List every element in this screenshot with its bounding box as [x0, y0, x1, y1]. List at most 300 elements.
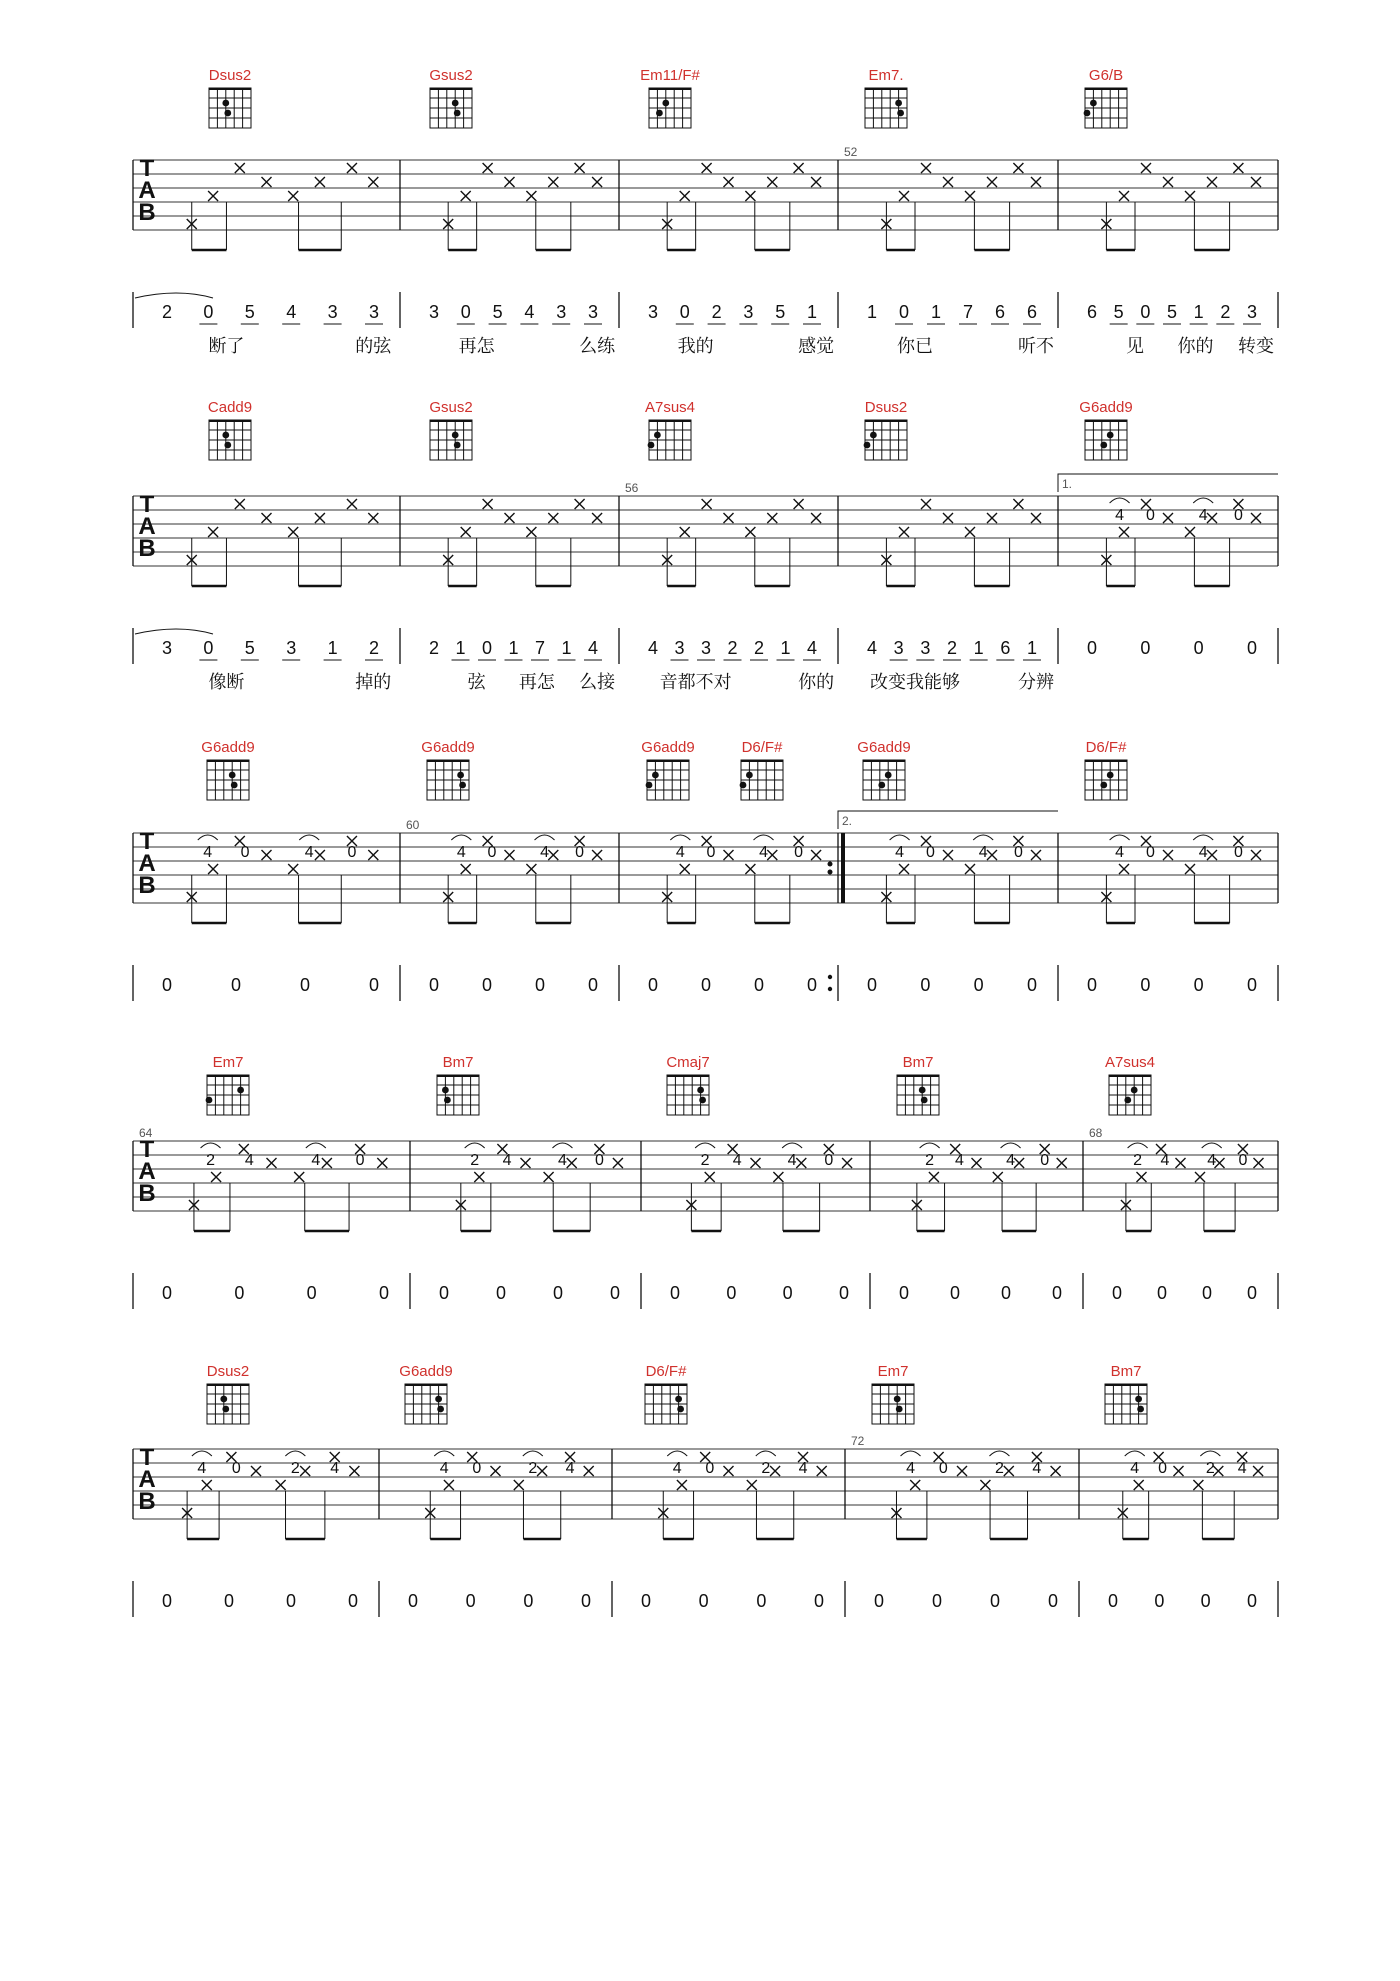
tab-note-x	[1176, 1158, 1186, 1168]
tab-fret-number: 4	[906, 1460, 915, 1477]
finger-dot	[864, 442, 871, 449]
chord-name: Em7	[212, 1054, 244, 1071]
tab-note-x	[548, 850, 558, 860]
tie-arc	[1110, 835, 1130, 840]
tie-arc	[782, 1143, 802, 1148]
finger-dot	[206, 1097, 213, 1104]
measure-number: 52	[844, 145, 858, 159]
chord-diagram	[437, 1054, 479, 1115]
jianpu-note: 4	[587, 638, 599, 658]
jianpu-note: 0	[1026, 975, 1038, 995]
tab-clef-letter: A	[138, 850, 156, 877]
tie-arc	[306, 1143, 326, 1148]
jianpu-note: 0	[838, 1283, 850, 1303]
tab-note-x	[767, 513, 777, 523]
chord-name: Bm7	[902, 1054, 934, 1071]
tab-fret-number: 0	[575, 844, 585, 861]
finger-dot	[442, 1087, 449, 1094]
tab-note-x	[505, 177, 515, 187]
measure-number: 68	[1089, 1126, 1103, 1140]
chord-name: G6add9	[1079, 399, 1133, 416]
tab-fret-number: 4	[197, 1460, 207, 1477]
tab-note-x	[276, 1480, 286, 1490]
tie-arc	[989, 1451, 1009, 1456]
finger-dot	[885, 772, 892, 779]
tie-arc	[667, 1451, 687, 1456]
jianpu-note: 0	[782, 1283, 793, 1303]
tab-note-x	[1134, 1480, 1144, 1490]
tie-arc	[1193, 835, 1213, 840]
tab-note-x	[315, 177, 325, 187]
jianpu-note: 0	[1246, 638, 1258, 658]
finger-dot	[654, 432, 661, 439]
chord-diagram	[1105, 1363, 1147, 1424]
tie-arc	[1110, 498, 1130, 503]
tab-fret-number: 4	[203, 844, 213, 861]
lyric-text: 弦	[467, 672, 486, 693]
chord-diagram	[640, 67, 700, 128]
tab-note-x	[943, 513, 953, 523]
finger-dot	[231, 782, 238, 789]
jianpu-note: 2	[753, 638, 765, 658]
finger-dot	[675, 1396, 682, 1403]
chord-diagram	[1105, 1054, 1155, 1115]
tab-fret-number: 0	[594, 1152, 604, 1169]
tab-clef-letter: B	[138, 872, 156, 899]
jianpu-note: 0	[407, 1591, 419, 1611]
tab-note-x	[1014, 1158, 1024, 1168]
tie-arc	[670, 835, 690, 840]
jianpu-note: 0	[1246, 1283, 1258, 1303]
chord-diagram	[208, 399, 252, 460]
tab-note-x	[526, 864, 536, 874]
tab-clef-letter: A	[138, 513, 156, 540]
jianpu-note: 0	[161, 1591, 173, 1611]
tab-note-x	[1137, 1172, 1147, 1182]
chord-name: G6add9	[857, 739, 911, 756]
finger-dot	[919, 1087, 926, 1094]
jianpu-note: 3	[161, 638, 173, 658]
tab-fret-number: 0	[231, 1460, 241, 1477]
tab-fret-number: 4	[1198, 507, 1208, 524]
jianpu-note: 0	[234, 1283, 245, 1303]
chord-name: Bm7	[1110, 1363, 1142, 1380]
tab-note-x	[811, 177, 821, 187]
tab-note-x	[1185, 864, 1195, 874]
volta-label: 1.	[1062, 477, 1073, 491]
jianpu-note: 0	[669, 1283, 681, 1303]
tab-note-x	[1031, 850, 1041, 860]
tab-note-x	[773, 1172, 783, 1182]
jianpu-note: 0	[1246, 1591, 1258, 1611]
chord-diagram	[645, 1363, 687, 1424]
tab-clef-letter: T	[139, 491, 155, 518]
chord-diagram	[864, 399, 908, 460]
tab-clef-letter: B	[138, 535, 156, 562]
tab-fret-number: 0	[1158, 1460, 1168, 1477]
jianpu-note: 7	[534, 638, 546, 658]
jianpu-note: 0	[1156, 1283, 1168, 1303]
finger-dot	[894, 1396, 901, 1403]
tab-note-x	[521, 1158, 531, 1168]
tie-arc	[1128, 1143, 1148, 1148]
finger-dot	[746, 772, 753, 779]
repeat-dot	[828, 870, 833, 875]
finger-dot	[1100, 782, 1107, 789]
jianpu-note: 1	[1026, 638, 1038, 658]
tab-note-x	[1119, 527, 1129, 537]
jianpu-note: 0	[368, 975, 380, 995]
tab-fret-number: 4	[978, 844, 988, 861]
finger-dot	[648, 442, 655, 449]
finger-dot	[459, 782, 466, 789]
tab-fret-number: 4	[798, 1460, 808, 1477]
tie-arc	[920, 1143, 940, 1148]
tab-note-x	[724, 177, 734, 187]
jianpu-note: 2	[428, 638, 440, 658]
tab-fret-number: 0	[794, 844, 804, 861]
jianpu-note: 0	[460, 302, 471, 322]
tab-note-x	[724, 850, 734, 860]
tab-fret-number: 0	[1040, 1152, 1050, 1169]
finger-dot	[1084, 110, 1091, 117]
finger-dot	[1090, 100, 1097, 107]
jianpu-note: 1	[327, 638, 338, 658]
jianpu-note: 0	[1086, 638, 1098, 658]
finger-dot	[452, 100, 459, 107]
tab-note-x	[993, 1172, 1003, 1182]
chord-name: Dsus2	[864, 399, 908, 416]
chord-diagram	[857, 739, 910, 800]
lyric-text: 分辨	[1018, 672, 1054, 693]
chord-diagram	[206, 1054, 249, 1115]
jianpu-note: 0	[481, 975, 493, 995]
tab-fret-number: 2	[206, 1152, 216, 1169]
tab-fret-number: 2	[290, 1460, 300, 1477]
finger-dot	[220, 1396, 227, 1403]
tie-arc	[890, 835, 910, 840]
chord-diagram	[645, 399, 695, 460]
jianpu-note: 2	[711, 302, 722, 322]
jianpu-note: 0	[973, 975, 984, 995]
tab-clef-letter: B	[138, 1180, 156, 1207]
tab-note-x	[368, 177, 378, 187]
tab-note-x	[322, 1158, 332, 1168]
tab-fret-number: 0	[487, 844, 497, 861]
chord-diagram	[421, 739, 474, 800]
jianpu-note: 0	[609, 1283, 621, 1303]
jianpu-note: 0	[753, 975, 765, 995]
tab-note-x	[202, 1480, 212, 1490]
lyric-text: 再怎	[518, 672, 555, 693]
tab-note-x	[347, 163, 357, 173]
tab-note-x	[505, 850, 515, 860]
tab-note-x	[1119, 191, 1129, 201]
lyric-text: 听不	[1018, 336, 1054, 357]
tab-note-x	[300, 1466, 310, 1476]
tab-note-x	[1251, 513, 1261, 523]
jianpu-note: 0	[299, 975, 311, 995]
finger-dot	[452, 432, 459, 439]
jianpu-note: 0	[161, 1283, 173, 1303]
jianpu-note: 0	[1107, 1591, 1119, 1611]
measure-number: 64	[139, 1126, 153, 1140]
tab-note-x	[294, 1172, 304, 1182]
chord-diagram	[209, 67, 252, 128]
tab-note-x	[747, 1480, 757, 1490]
lyric-text: 再怎	[458, 336, 495, 357]
tab-fret-number: 4	[540, 844, 549, 861]
chord-name: G6add9	[641, 739, 695, 756]
repeat-dot	[828, 975, 832, 979]
tab-note-x	[817, 1466, 827, 1476]
tab-note-x	[235, 163, 245, 173]
finger-dot	[652, 772, 659, 779]
finger-dot	[1135, 1396, 1142, 1403]
tab-note-x	[767, 177, 777, 187]
tab-note-x	[899, 527, 909, 537]
chord-name: D6/F#	[741, 739, 783, 756]
finger-dot	[878, 782, 885, 789]
jianpu-note: 0	[1193, 638, 1204, 658]
tab-note-x	[677, 1480, 687, 1490]
tab-note-x	[811, 513, 821, 523]
tab-note-x	[1251, 850, 1261, 860]
tab-fret-number: 0	[1013, 844, 1023, 861]
chord-name: Cadd9	[207, 399, 253, 416]
lyric-text: 感觉	[798, 336, 835, 357]
chord-diagram	[872, 1363, 914, 1424]
jianpu-note: 1	[930, 302, 942, 322]
jianpu-note: 0	[534, 975, 546, 995]
chord-name: Bm7	[442, 1054, 474, 1071]
finger-dot	[896, 1406, 903, 1413]
tab-note-x	[461, 527, 471, 537]
jianpu-note: 1	[780, 638, 791, 658]
slur-arc	[135, 629, 213, 634]
chord-diagram	[429, 399, 472, 460]
chord-name: Em11/F#	[640, 67, 700, 84]
tab-note-x	[794, 499, 804, 509]
finger-dot	[870, 432, 877, 439]
finger-dot	[897, 110, 904, 117]
jianpu-note: 0	[949, 1283, 961, 1303]
tie-arc	[1202, 1143, 1222, 1148]
tie-arc	[901, 1451, 921, 1456]
chord-diagram	[201, 739, 254, 800]
tab-note-x	[347, 499, 357, 509]
jianpu-note: 0	[306, 1283, 317, 1303]
tie-arc	[1125, 1451, 1145, 1456]
chord-name: G6add9	[421, 739, 475, 756]
repeat-dot	[828, 862, 833, 867]
tab-note-x	[702, 163, 712, 173]
jianpu-note: 2	[161, 302, 173, 322]
tab-fret-number: 0	[347, 844, 357, 861]
tab-note-x	[921, 499, 931, 509]
tab-note-x	[592, 177, 602, 187]
finger-dot	[222, 432, 229, 439]
chord-diagram	[1079, 399, 1132, 460]
jianpu-note: 4	[647, 638, 659, 658]
tab-note-x	[1057, 1158, 1067, 1168]
jianpu-note: 1	[973, 638, 984, 658]
tab-note-x	[548, 513, 558, 523]
jianpu-note: 4	[524, 302, 535, 322]
tie-arc	[1001, 1143, 1021, 1148]
tie-arc	[285, 1451, 305, 1456]
jianpu-note: 0	[1193, 975, 1204, 995]
chord-name: A7sus4	[1104, 1054, 1156, 1071]
jianpu-note: 0	[587, 975, 599, 995]
tab-note-x	[461, 191, 471, 201]
tab-note-x	[444, 1480, 454, 1490]
finger-dot	[656, 110, 663, 117]
jianpu-note: 3	[647, 302, 659, 322]
tab-note-x	[745, 191, 755, 201]
tie-arc	[552, 1143, 572, 1148]
tab-fret-number: 4	[1006, 1152, 1016, 1169]
jianpu-note: 3	[893, 638, 904, 658]
jianpu-note: 4	[286, 302, 297, 322]
tab-note-x	[1051, 1466, 1061, 1476]
tab-fret-number: 2	[470, 1152, 480, 1169]
tab-note-x	[474, 1172, 484, 1182]
jianpu-note: 0	[1140, 302, 1151, 322]
tab-fret-number: 2	[700, 1152, 710, 1169]
tab-note-x	[1207, 850, 1217, 860]
finger-dot	[921, 1097, 928, 1104]
finger-dot	[1107, 772, 1114, 779]
chord-name: Cmaj7	[666, 1054, 710, 1071]
finger-dot	[740, 782, 747, 789]
jianpu-note: 0	[989, 1591, 1001, 1611]
chord-diagram	[207, 1363, 250, 1424]
finger-dot	[1124, 1097, 1131, 1104]
chord-diagram	[429, 67, 472, 128]
jianpu-note: 2	[368, 638, 380, 658]
jianpu-note: 6	[1000, 638, 1011, 658]
tab-fret-number: 0	[240, 844, 250, 861]
tab-note-x	[680, 864, 690, 874]
tie-arc	[192, 1451, 212, 1456]
jianpu-note: 5	[1166, 302, 1178, 322]
tab-note-x	[514, 1480, 524, 1490]
jianpu-note: 2	[727, 638, 738, 658]
tab-note-x	[745, 864, 755, 874]
tab-fret-number: 0	[1238, 1152, 1248, 1169]
tab-fret-number: 0	[1145, 507, 1155, 524]
chord-diagram	[1085, 739, 1127, 800]
tab-clef-letter: A	[138, 1466, 156, 1493]
tab-note-x	[1193, 1480, 1203, 1490]
jianpu-note: 0	[898, 302, 910, 322]
tab-note-x	[943, 850, 953, 860]
tab-fret-number: 4	[565, 1460, 575, 1477]
finger-dot	[454, 442, 461, 449]
tab-fret-number: 2	[994, 1460, 1004, 1477]
tab-note-x	[796, 1158, 806, 1168]
tab-fret-number: 0	[824, 1152, 834, 1169]
tab-fret-number: 0	[706, 844, 716, 861]
finger-dot	[699, 1097, 706, 1104]
tab-fret-number: 2	[1205, 1460, 1215, 1477]
volta-bracket	[1058, 474, 1278, 492]
finger-dot	[646, 782, 653, 789]
lyric-text: 你的	[1177, 336, 1214, 357]
tab-note-x	[751, 1158, 761, 1168]
tab-fret-number: 4	[1130, 1460, 1140, 1477]
tab-note-x	[724, 1466, 734, 1476]
tab-fret-number: 4	[675, 844, 685, 861]
tab-note-x	[987, 850, 997, 860]
tab-note-x	[842, 1158, 852, 1168]
finger-dot	[435, 1396, 442, 1403]
tab-fret-number: 4	[311, 1152, 321, 1169]
finger-dot	[1107, 432, 1114, 439]
jianpu-note: 0	[698, 1591, 709, 1611]
lyric-text: 转变	[1238, 336, 1274, 357]
tab-note-x	[767, 850, 777, 860]
chord-diagram	[865, 67, 907, 128]
tab-fret-number: 0	[938, 1460, 948, 1477]
jianpu-note: 2	[946, 638, 958, 658]
jianpu-note: 0	[230, 975, 242, 995]
tab-fret-number: 0	[472, 1460, 482, 1477]
jianpu-note: 5	[775, 302, 786, 322]
tab-note-x	[505, 513, 515, 523]
tab-note-x	[208, 191, 218, 201]
tab-fret-number: 2	[528, 1460, 538, 1477]
slur-arc	[135, 293, 213, 298]
jianpu-note: 5	[492, 302, 503, 322]
tab-note-x	[770, 1466, 780, 1476]
jianpu-note: 0	[813, 1591, 825, 1611]
tab-note-x	[965, 191, 975, 201]
jianpu-note: 0	[1000, 1283, 1012, 1303]
tab-note-x	[592, 850, 602, 860]
tie-arc	[201, 1143, 221, 1148]
tab-fret-number: 2	[761, 1460, 771, 1477]
jianpu-note: 0	[806, 975, 818, 995]
jianpu-note: 3	[556, 302, 567, 322]
lyric-text: 掉的	[355, 672, 392, 693]
jianpu-note: 1	[806, 302, 818, 322]
volta-label: 2.	[842, 814, 853, 828]
tab-note-x	[262, 177, 272, 187]
finger-dot	[454, 110, 461, 117]
jianpu-note: 1	[508, 638, 519, 658]
jianpu-note: 3	[1246, 302, 1258, 322]
jianpu-note: 3	[920, 638, 931, 658]
chord-name: D6/F#	[645, 1363, 687, 1380]
tab-note-x	[526, 527, 536, 537]
finger-dot	[1137, 1406, 1144, 1413]
tab-note-x	[980, 1480, 990, 1490]
jianpu-note: 0	[552, 1283, 564, 1303]
measure-number: 60	[406, 818, 420, 832]
tab-note-x	[491, 1466, 501, 1476]
finger-dot	[677, 1406, 684, 1413]
tab-fret-number: 0	[1233, 844, 1243, 861]
tab-note-x	[537, 1466, 547, 1476]
finger-dot	[229, 772, 236, 779]
tab-fret-number: 4	[672, 1460, 682, 1477]
tab-fret-number: 4	[244, 1152, 254, 1169]
jianpu-note: 0	[898, 1283, 910, 1303]
tab-fret-number: 0	[925, 844, 935, 861]
tab-fret-number: 4	[1198, 844, 1208, 861]
